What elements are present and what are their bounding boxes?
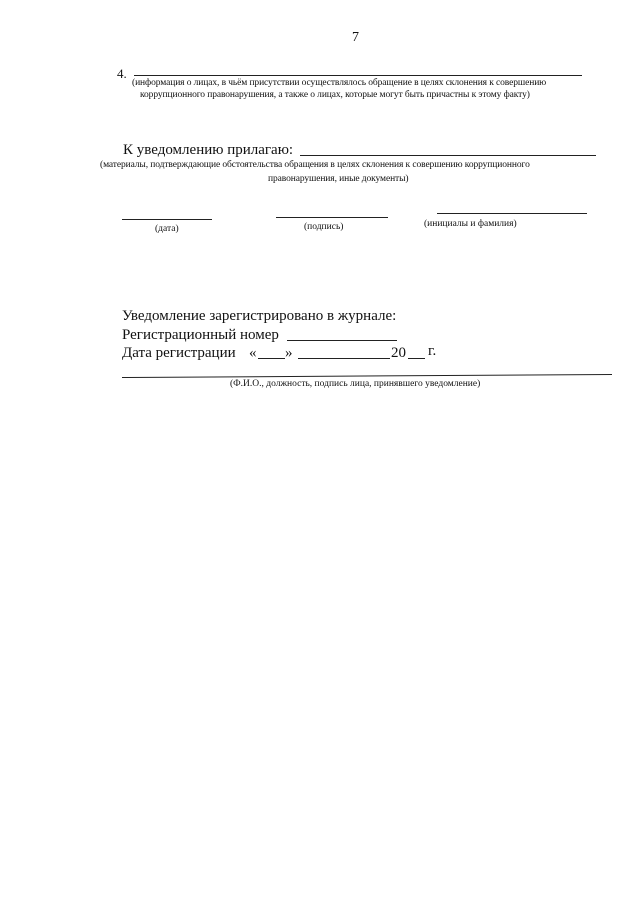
registrar-caption: (Ф.И.О., должность, подпись лица, принявшего уведомление) [230,379,481,389]
signature-fill-line [276,217,388,218]
attachments-fill-line [300,155,596,156]
initials-fill-line [437,213,587,214]
page-number: 7 [352,30,359,45]
section-4-fill-line [134,75,582,76]
attachments-label: К уведомлению прилагаю: [123,142,294,158]
section-4-caption-line1: (информация о лицах, в чьём присутствии осуществлялось обращение в целях склонения к совершению [132,78,547,88]
registration-heading: Уведомление зарегистрировано в журнале: [122,308,397,324]
registration-year-suffix: г. [428,343,437,359]
registrar-fill-line [122,374,612,378]
registration-year-prefix: 20 [391,345,406,361]
signature-label: (подпись) [304,222,344,232]
registration-quote-close: » [285,345,293,361]
registration-date-label: Дата регистрации [122,345,236,361]
registration-month-line [298,358,390,359]
registration-number-label: Регистрационный номер [122,327,279,343]
date-fill-line [122,219,212,220]
initials-label: (инициалы и фамилия) [424,219,517,229]
section-4-number: 4. [117,66,127,81]
attachments-caption-line2: правонарушения, иные документы) [268,174,409,184]
registration-number-line [287,340,397,341]
date-label: (дата) [155,224,179,234]
section-4-caption-line2: коррупционного правонарушения, а также о лицах, которые могут быть причастны к этому факту) [140,90,530,100]
registration-quote-open: « [249,345,257,361]
registration-year-line [408,358,425,359]
attachments-caption-line1: (материалы, подтверждающие обстоятельства обращения в целях склонения к совершению коррупционного [100,160,530,170]
registration-day-line [258,358,285,359]
